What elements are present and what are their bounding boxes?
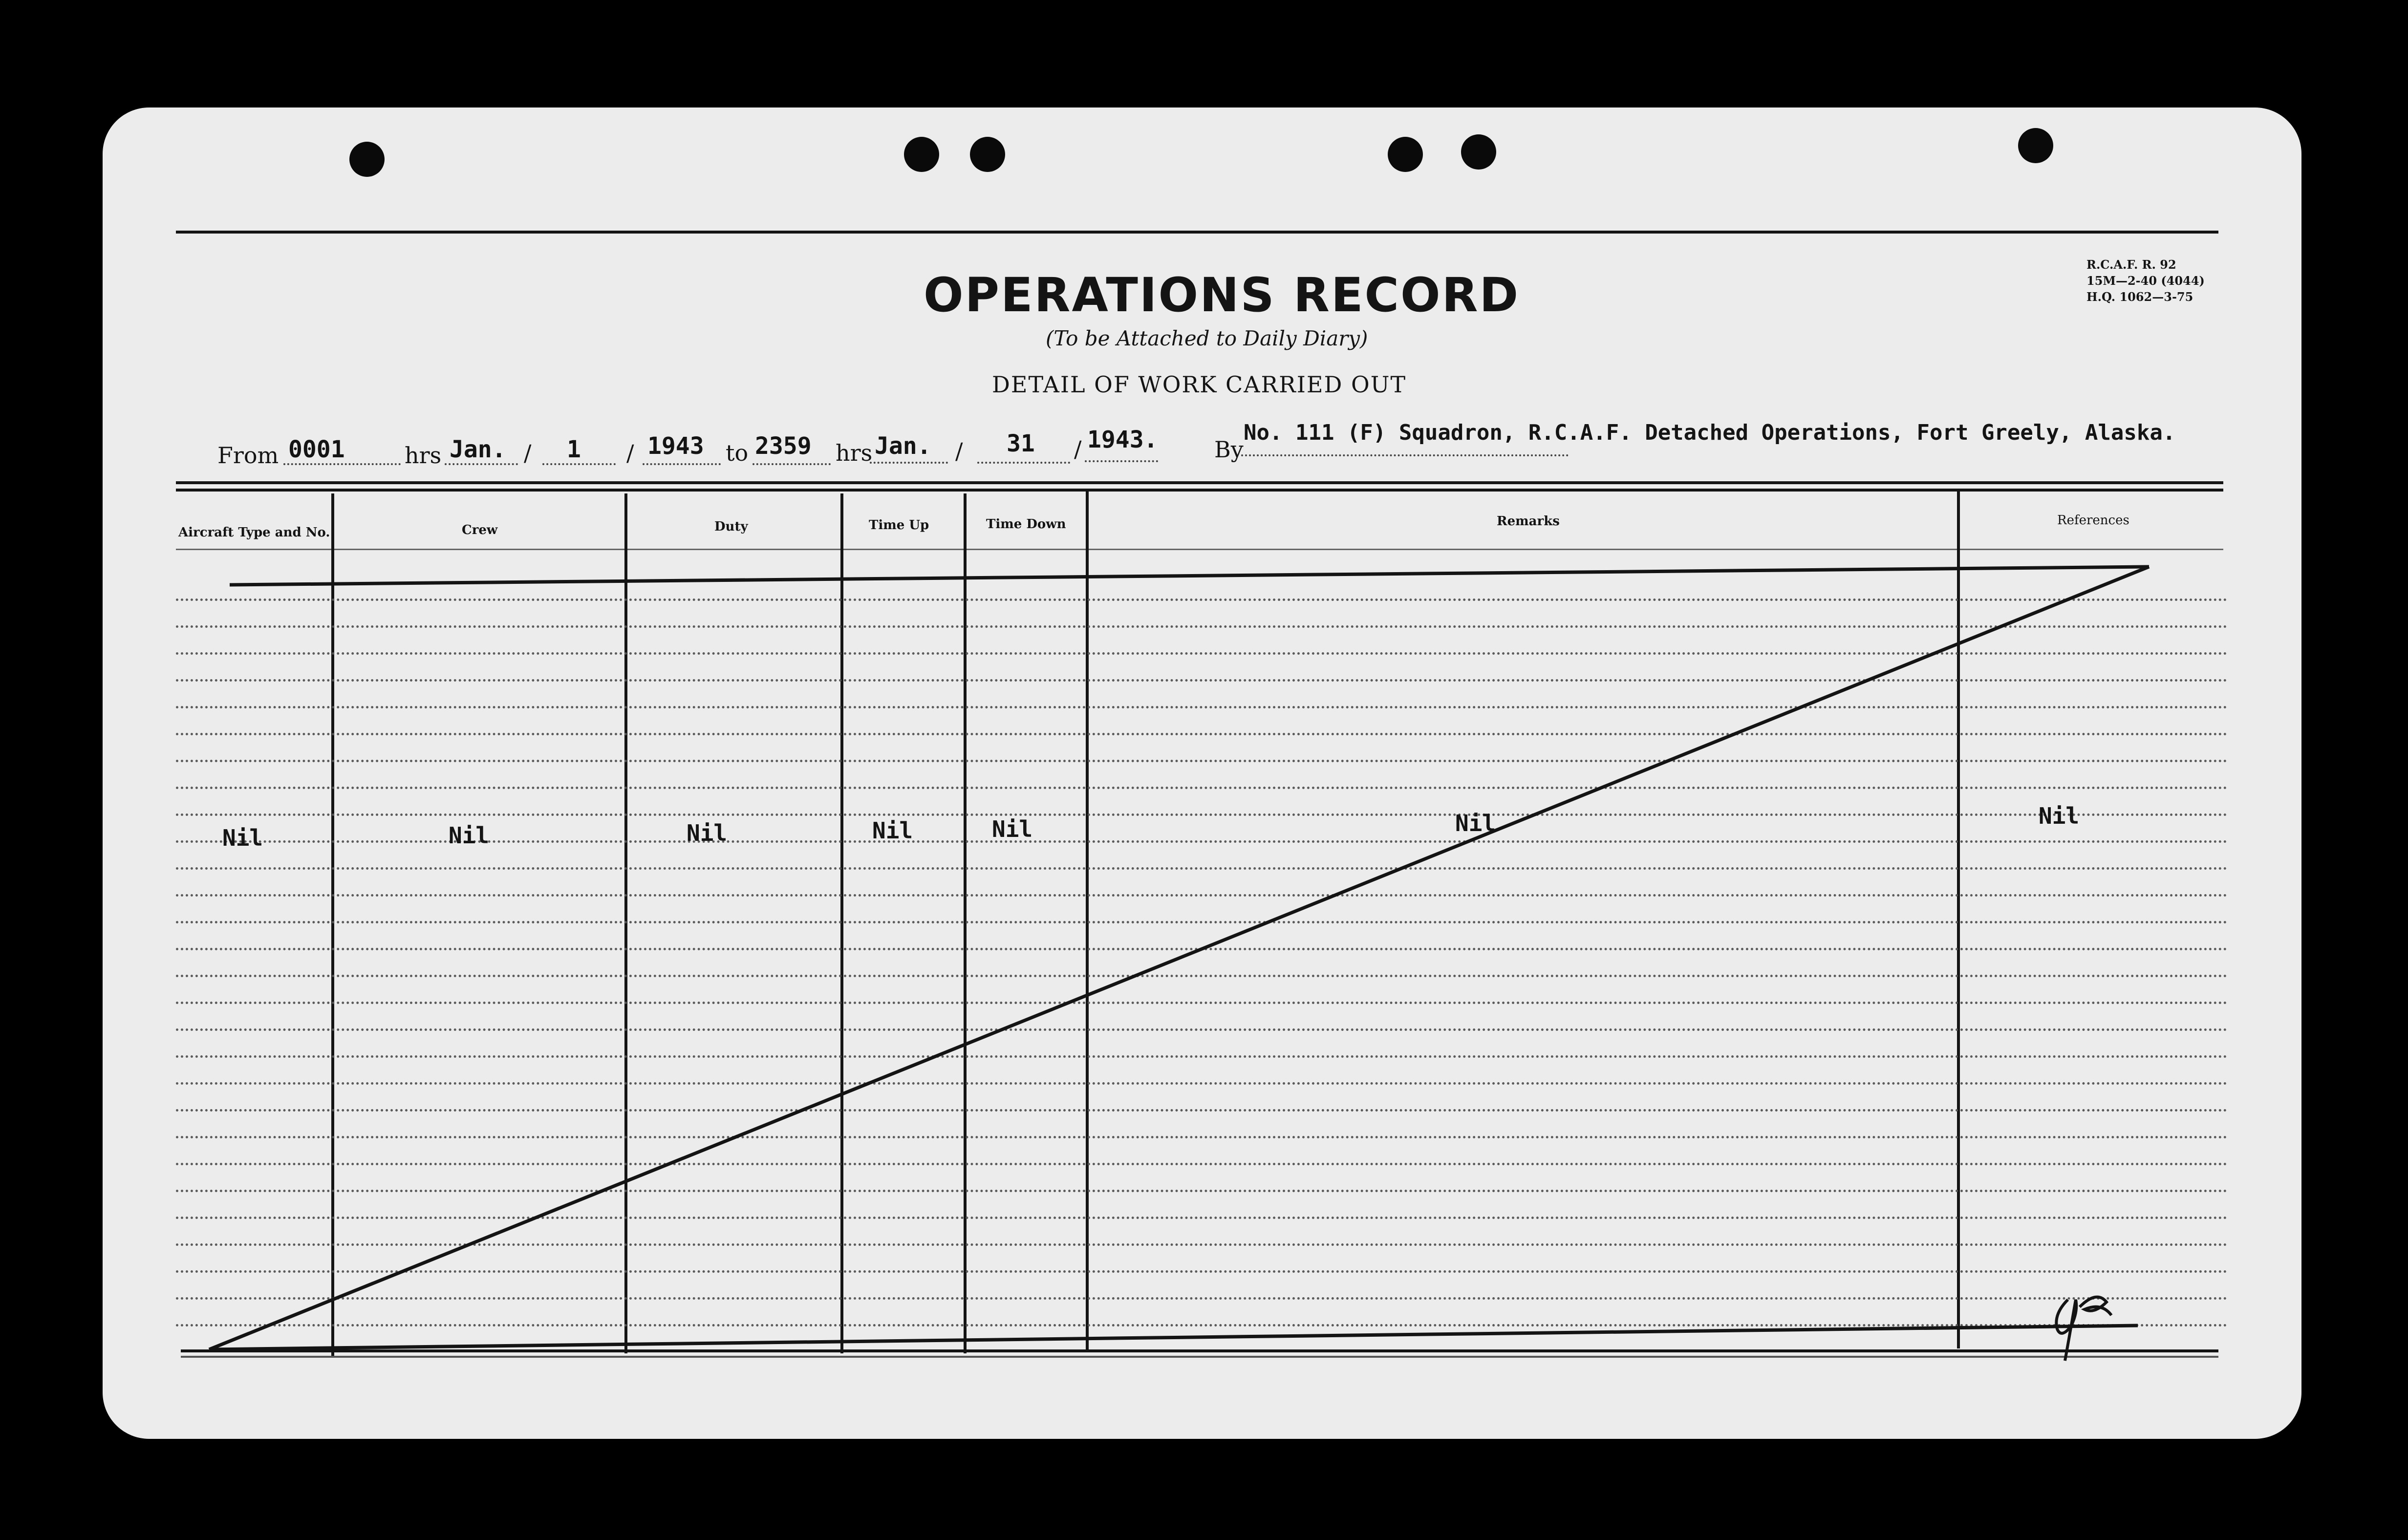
entry-time-down: Nil xyxy=(992,816,1033,842)
column-header-aircraft: Aircraft Type and No. xyxy=(178,525,330,540)
page-subtitle: (To be Attached to Daily Diary) xyxy=(1046,326,1368,350)
to-time: 2359 xyxy=(755,432,812,460)
entry-references: Nil xyxy=(2039,803,2080,829)
form-number-line: R.C.A.F. R. 92 xyxy=(2086,257,2176,272)
entry-crew: Nil xyxy=(449,822,490,849)
to-day: 31 xyxy=(1007,430,1035,457)
date-slash: / xyxy=(524,440,532,466)
column-header-references: References xyxy=(2057,513,2129,528)
form-number-line: 15M—2-40 (4044) xyxy=(2086,274,2205,288)
from-year: 1943 xyxy=(647,432,704,460)
initials-signature xyxy=(2056,1297,2111,1361)
column-header-crew: Crew xyxy=(462,523,498,537)
unit-name: No. 111 (F) Squadron, R.C.A.F. Detached Operations, Fort Greely, Alaska. xyxy=(1244,420,2176,445)
entry-remarks: Nil xyxy=(1455,810,1496,836)
from-day: 1 xyxy=(567,436,581,463)
from-time: 0001 xyxy=(288,436,345,463)
strike-diagonal-line xyxy=(209,567,2149,1349)
column-header-remarks: Remarks xyxy=(1497,514,1560,529)
page-title: OPERATIONS RECORD xyxy=(924,268,1520,322)
date-slash: / xyxy=(626,440,634,466)
from-month: Jan. xyxy=(450,436,506,463)
column-header-time-up: Time Up xyxy=(869,518,929,533)
date-slash: / xyxy=(1074,436,1082,462)
entry-aircraft: Nil xyxy=(222,825,263,851)
strike-top-line xyxy=(230,567,2149,585)
to-month: Jan. xyxy=(875,432,931,460)
by-label: By xyxy=(1214,436,1244,463)
to-year: 1943. xyxy=(1087,426,1158,453)
entry-time-up: Nil xyxy=(872,817,913,844)
entry-duty: Nil xyxy=(687,820,728,846)
column-header-time-down: Time Down xyxy=(986,517,1066,532)
form-number-line: H.Q. 1062—3-75 xyxy=(2086,290,2193,304)
to-label: to xyxy=(726,440,749,466)
strike-bottom-line xyxy=(209,1326,2138,1349)
date-slash: / xyxy=(955,438,963,464)
hrs-label: hrs xyxy=(405,442,442,469)
from-label: From xyxy=(217,442,279,469)
section-heading: DETAIL OF WORK CARRIED OUT xyxy=(992,371,1407,398)
column-header-duty: Duty xyxy=(714,519,748,534)
hrs-label: hrs xyxy=(836,440,873,466)
